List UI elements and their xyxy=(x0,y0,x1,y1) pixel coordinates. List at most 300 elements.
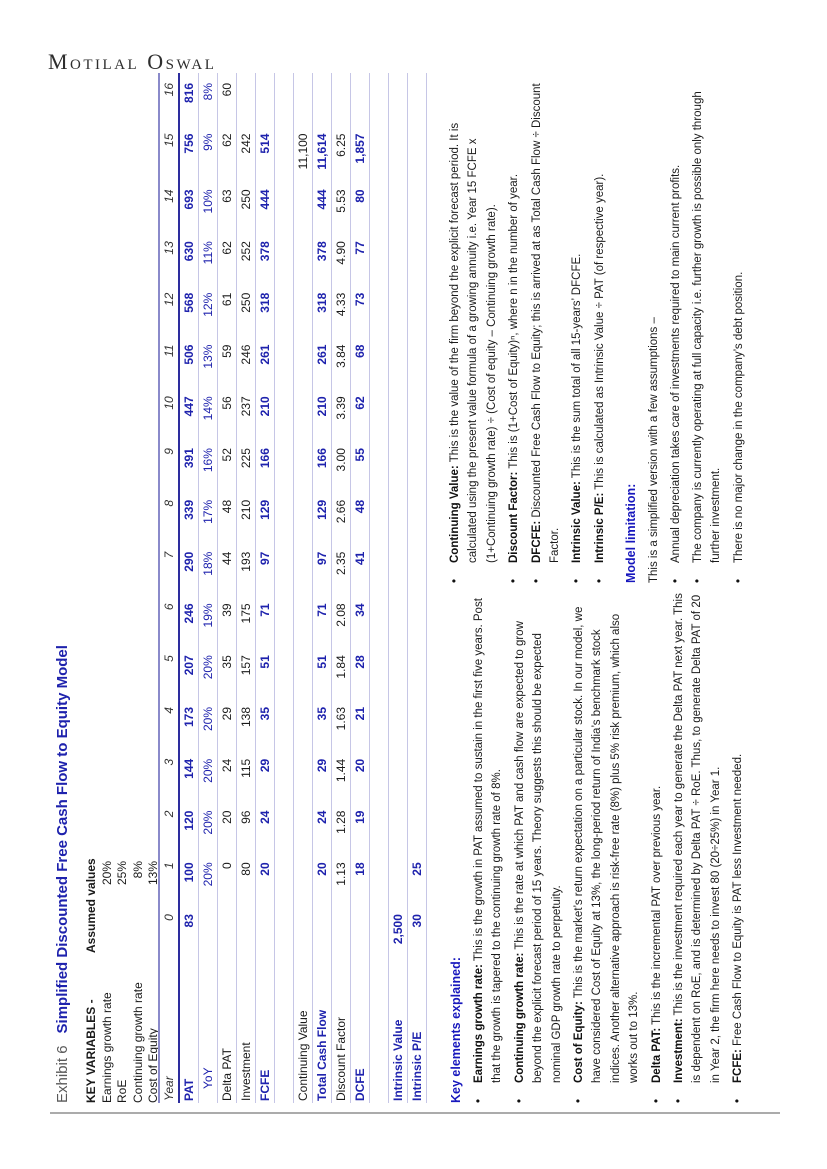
bullet-marker-icon: • xyxy=(669,578,682,583)
cell: 378 xyxy=(258,241,272,262)
table-row xyxy=(389,73,408,1103)
cell: 0 xyxy=(162,914,176,921)
cell: 6.25 xyxy=(334,133,348,157)
cell: 20% xyxy=(201,810,215,835)
cell: 391 xyxy=(182,448,196,469)
cell: 506 xyxy=(182,344,196,365)
row-label: Investment xyxy=(239,1042,253,1101)
cell xyxy=(389,593,408,645)
key-variable-row xyxy=(115,858,131,1103)
cell xyxy=(275,283,294,335)
cell xyxy=(408,335,427,387)
cell xyxy=(275,801,294,853)
cell xyxy=(389,697,408,749)
cell xyxy=(351,73,370,124)
cell xyxy=(199,904,218,958)
bullet-term: Intrinsic P/E: xyxy=(593,492,606,563)
cell xyxy=(389,852,408,904)
cell xyxy=(275,438,294,490)
cell: 210 xyxy=(258,396,272,417)
cell xyxy=(389,749,408,801)
cell: 129 xyxy=(258,499,272,520)
cell: 144 xyxy=(182,758,196,779)
cell xyxy=(294,490,313,542)
cell: 63 xyxy=(220,189,234,203)
cell xyxy=(294,335,313,387)
key-elements-list xyxy=(470,591,747,1103)
bullet-text: The company is currently operating at full capacity i.e. further growth is possible only through further investment. xyxy=(691,91,723,563)
bullet-term: Cost of Equity: xyxy=(572,1001,585,1083)
cell: 62 xyxy=(220,133,234,147)
cell: 48 xyxy=(353,499,367,514)
key-variable-value: 20% xyxy=(99,861,114,886)
cell: 250 xyxy=(239,292,253,313)
bullet-marker-icon: • xyxy=(572,1098,585,1103)
cell: 225 xyxy=(239,448,253,469)
cell: 16% xyxy=(201,448,215,473)
bullet-marker-icon: • xyxy=(473,1098,485,1103)
cell: 59 xyxy=(220,344,234,358)
cell xyxy=(294,438,313,490)
cell: 166 xyxy=(315,448,329,469)
cell xyxy=(332,904,351,958)
cell: 20% xyxy=(201,707,215,732)
cell: 2.66 xyxy=(334,499,348,524)
cell xyxy=(275,645,294,697)
key-variable-row xyxy=(131,858,147,1103)
cell: 15 xyxy=(162,133,176,147)
cell: 20% xyxy=(201,758,215,783)
table-row xyxy=(218,73,237,1103)
row-label: Discount Factor xyxy=(334,1016,348,1101)
cell xyxy=(351,904,370,958)
cell xyxy=(370,438,389,490)
bullet-marker-icon: • xyxy=(449,578,461,583)
key-variable-label: Cost of Equity xyxy=(146,1028,160,1103)
cell: 60 xyxy=(220,83,234,97)
cell: 19% xyxy=(201,603,215,628)
bullet-text: DFCFE: Discounted Free Cash Flow to Equity; this is arrived at as Total Cash Flow ÷ Discount Factor. xyxy=(530,83,561,563)
cell: 7 xyxy=(162,551,176,559)
cell: 261 xyxy=(258,344,272,365)
cell xyxy=(408,231,427,283)
cell xyxy=(256,904,275,958)
cell: 11 xyxy=(162,344,176,357)
cell xyxy=(294,542,313,594)
cell xyxy=(408,593,427,645)
assumed-values-header: Assumed values xyxy=(84,858,98,953)
cell: 20% xyxy=(201,655,215,680)
cell: 630 xyxy=(182,241,196,262)
cell: 1.84 xyxy=(334,655,348,679)
cell: 20 xyxy=(353,758,367,773)
cell: 34 xyxy=(353,603,367,617)
bullet-item xyxy=(570,591,644,1103)
cell: 693 xyxy=(182,189,196,210)
bullet-item xyxy=(528,71,565,583)
table-row xyxy=(408,73,427,1103)
cell: 80 xyxy=(353,189,367,203)
cell: 24 xyxy=(220,758,234,773)
cell: 100 xyxy=(182,862,196,883)
cell xyxy=(408,749,427,801)
bullet-text: Earnings growth rate: This is the growth in PAT assumed to sustain in the first five years. Post that the growth is tapered to the continuing growth rate of 8%. xyxy=(473,598,504,1083)
cell: 77 xyxy=(353,241,367,255)
row-label: Delta PAT xyxy=(220,1048,234,1101)
cell xyxy=(389,335,408,387)
cell: 250 xyxy=(239,189,253,210)
row-label: FCFE xyxy=(258,1069,272,1101)
cell: 12 xyxy=(162,292,176,307)
table-row xyxy=(370,73,389,1103)
bullet-item xyxy=(729,591,747,1103)
dcf-model-table xyxy=(158,73,427,1103)
cell: 17% xyxy=(201,499,215,524)
cell xyxy=(275,697,294,749)
cell xyxy=(408,386,427,438)
cell: 242 xyxy=(239,133,253,154)
cell xyxy=(370,697,389,749)
bullet-text: Cost of Equity: This is the market’s return expectation on a particular stock. In our model, we have considered Cost of Equity at 13%, the long-period return of India’s benchmark stock indices. Another alternative approach is risk-free rate (8%) plus 5% risk premium, which also works out to 13%. xyxy=(572,606,641,1083)
cell: 39 xyxy=(220,603,234,617)
cell: 19 xyxy=(353,810,367,824)
row-label: DCFE xyxy=(353,1068,367,1101)
bullet-text: Discount Factor: This is (1+Cost of Equity)ⁿ, where n in the number of year. xyxy=(508,173,521,563)
cell: 1.13 xyxy=(334,862,348,886)
cell: 55 xyxy=(353,448,367,462)
bullet-item xyxy=(505,71,523,583)
table-row xyxy=(313,73,332,1103)
row-label: Intrinsic P/E xyxy=(410,1031,424,1101)
table-row xyxy=(351,73,370,1103)
cell xyxy=(389,801,408,853)
row-label: PAT xyxy=(182,1078,196,1101)
cell: 175 xyxy=(239,603,253,624)
row-label xyxy=(275,958,294,1103)
cell: 3.84 xyxy=(334,344,348,368)
cell xyxy=(294,749,313,801)
cell: 13% xyxy=(201,344,215,369)
cell xyxy=(294,593,313,645)
cell xyxy=(389,283,408,335)
cell: 756 xyxy=(182,133,196,154)
cell xyxy=(275,852,294,904)
bullet-item xyxy=(689,71,726,583)
cell xyxy=(389,645,408,697)
cell: 29 xyxy=(220,707,234,721)
cell: 3.00 xyxy=(334,448,348,472)
bullet-text: Continuing growth rate: This is the rate at which PAT and cash flow are expected to grow beyond the explicit forecast period of 15 years. Theory suggests this should be expected nominal GDP growth rate to perpetuity. xyxy=(513,621,563,1083)
bullet-item xyxy=(568,71,586,583)
cell xyxy=(370,904,389,958)
cell xyxy=(408,801,427,853)
cell xyxy=(313,73,332,124)
cell: 83 xyxy=(182,914,196,928)
cell: 290 xyxy=(182,551,196,572)
cell xyxy=(370,645,389,697)
cell: 1,857 xyxy=(353,133,367,164)
key-variable-value: 25% xyxy=(115,861,129,886)
cell xyxy=(275,73,294,124)
bullet-marker-icon: • xyxy=(530,578,543,583)
key-variable-value: 13% xyxy=(146,861,160,886)
cell: 61 xyxy=(220,292,234,307)
cell xyxy=(370,749,389,801)
bullet-marker-icon: • xyxy=(691,578,704,583)
bullet-text: Investment: This is the investment required each year to generate the Delta PAT next year. This is dependent on RoE, and is determined by Delta PAT ÷ RoE. Thus, to generate Delta PAT of 20 in Year 2, the firm here needs to invest 80 (20÷25%) in Year 1. xyxy=(672,593,722,1083)
cell: 6 xyxy=(162,603,176,611)
cell: 71 xyxy=(258,603,272,617)
cell xyxy=(389,73,408,124)
cell xyxy=(370,386,389,438)
cell: 2 xyxy=(162,810,176,818)
cell xyxy=(408,490,427,542)
table-row xyxy=(179,73,199,1103)
cell: 20 xyxy=(220,810,234,824)
cell xyxy=(218,904,237,958)
cell: 11,100 xyxy=(296,133,310,170)
cell: 210 xyxy=(239,499,253,520)
cell: 237 xyxy=(239,396,253,417)
cell: 246 xyxy=(239,344,253,365)
bullet-marker-icon: • xyxy=(513,1098,526,1103)
cell: 444 xyxy=(315,189,329,210)
key-variable-label: RoE xyxy=(115,1079,129,1103)
cell xyxy=(275,124,294,180)
bullet-item xyxy=(470,591,507,1103)
cell: 115 xyxy=(239,758,253,778)
cell xyxy=(408,283,427,335)
cell: 1 xyxy=(162,862,176,870)
definitions-column xyxy=(446,71,752,583)
cell xyxy=(389,386,408,438)
cell: 62 xyxy=(353,396,367,410)
cell: 21 xyxy=(353,707,367,721)
cell: 97 xyxy=(315,551,329,566)
cell: 318 xyxy=(258,292,272,313)
bullet-term: Continuing Value: xyxy=(449,465,461,563)
cell: 444 xyxy=(258,189,272,210)
cell xyxy=(237,904,256,958)
bullet-term: Investment: xyxy=(672,1018,685,1083)
cell xyxy=(294,801,313,853)
cell xyxy=(294,697,313,749)
cell: 9% xyxy=(201,133,215,151)
key-variable-label: Earnings growth rate xyxy=(99,992,114,1103)
cell: 96 xyxy=(239,810,253,824)
cell: 14% xyxy=(201,396,215,421)
bullet-term: DFCFE: xyxy=(530,520,543,563)
cell: 447 xyxy=(182,396,196,417)
row-label: Intrinsic Value xyxy=(391,1019,405,1101)
exhibit-title xyxy=(54,645,71,1103)
bullet-marker-icon: • xyxy=(593,578,606,583)
cell xyxy=(389,231,408,283)
cell: 568 xyxy=(182,292,196,313)
cell: 4 xyxy=(162,707,176,714)
bullet-text: Intrinsic P/E: This is calculated as Intrinsic Value ÷ PAT (of respective year). xyxy=(593,173,606,563)
cell xyxy=(332,73,351,124)
cell: 11% xyxy=(201,241,215,265)
cell: 35 xyxy=(315,707,329,721)
model-limitation-list xyxy=(667,71,749,583)
table-row xyxy=(256,73,275,1103)
cell: 514 xyxy=(258,133,272,154)
cell xyxy=(370,542,389,594)
row-label: Total Cash Flow xyxy=(315,1009,329,1101)
row-label: Continuing Value xyxy=(296,1010,310,1101)
cell xyxy=(275,749,294,801)
cell: 52 xyxy=(220,448,234,462)
cell: 12% xyxy=(201,292,215,317)
cell: 44 xyxy=(220,551,234,566)
cell: 73 xyxy=(353,292,367,307)
key-variables-header-row xyxy=(84,858,100,1103)
cell: 1.44 xyxy=(334,758,348,783)
cell: 51 xyxy=(258,655,272,669)
cell: 80 xyxy=(239,862,253,876)
bullet-text: Annual depreciation takes care of investments required to main current profits. xyxy=(669,164,682,563)
cell xyxy=(408,645,427,697)
cell xyxy=(275,386,294,438)
cell xyxy=(294,73,313,124)
cell: 10% xyxy=(201,189,215,214)
cell xyxy=(408,124,427,180)
cell: 25 xyxy=(410,862,424,876)
key-elements-heading: Key elements explained: xyxy=(449,957,463,1103)
cell xyxy=(389,179,408,231)
cell: 51 xyxy=(315,655,329,669)
bullet-text: FCFE: Free Cash Flow to Equity is PAT less Investment needed. xyxy=(732,753,745,1083)
key-variable-row xyxy=(100,858,116,1103)
cell xyxy=(408,73,427,124)
bullet-item xyxy=(648,591,666,1103)
cell: 20 xyxy=(315,862,329,876)
cell: 207 xyxy=(182,655,196,676)
definitions-list xyxy=(446,71,609,583)
bullet-term: Earnings growth rate: xyxy=(473,964,485,1083)
cell xyxy=(408,179,427,231)
cell: 3 xyxy=(162,758,176,766)
bullet-item xyxy=(591,71,609,583)
cell: 68 xyxy=(353,344,367,358)
cell xyxy=(408,438,427,490)
cell xyxy=(370,801,389,853)
cell: 10 xyxy=(162,396,176,410)
key-variables-block xyxy=(84,858,162,1103)
cell: 8% xyxy=(201,83,215,101)
cell xyxy=(370,490,389,542)
bullet-item xyxy=(730,71,748,583)
cell xyxy=(389,490,408,542)
cell: 29 xyxy=(315,758,329,773)
cell xyxy=(370,593,389,645)
footer-divider xyxy=(50,1112,780,1114)
rotated-exhibit-content xyxy=(54,73,810,1105)
cell: 13 xyxy=(162,241,176,255)
bullet-marker-icon: • xyxy=(672,1098,685,1103)
cell: 35 xyxy=(258,707,272,721)
model-limitation-intro: This is a simplified version with a few assumptions – xyxy=(648,317,661,583)
cell: 2,500 xyxy=(391,914,405,945)
cell xyxy=(370,231,389,283)
cell: 29 xyxy=(258,758,272,773)
cell: 41 xyxy=(353,551,367,566)
cell xyxy=(408,697,427,749)
bullet-term: Continuing growth rate: xyxy=(513,952,526,1083)
cell: 28 xyxy=(353,655,367,669)
cell xyxy=(408,542,427,594)
bullet-term: FCFE: xyxy=(732,1049,745,1083)
cell: 129 xyxy=(315,499,329,520)
exhibit-number: Exhibit 6 xyxy=(54,1045,71,1103)
cell: 20% xyxy=(201,862,215,887)
cell xyxy=(294,283,313,335)
table-row xyxy=(199,73,218,1103)
bullet-item xyxy=(667,71,685,583)
bullet-term: Intrinsic Value: xyxy=(571,481,584,563)
cell xyxy=(313,904,332,958)
bullet-marker-icon: • xyxy=(732,578,745,583)
cell: 378 xyxy=(315,241,329,262)
bullet-text: There is no major change in the company’s debt position. xyxy=(732,271,745,563)
cell: 24 xyxy=(258,810,272,824)
bullet-item xyxy=(670,591,725,1103)
row-label: Year xyxy=(162,1076,176,1101)
cell xyxy=(370,852,389,904)
cell: 252 xyxy=(239,241,253,262)
cell: 30 xyxy=(410,914,424,928)
cell: 339 xyxy=(182,499,196,520)
cell xyxy=(256,73,275,124)
cell xyxy=(275,335,294,387)
cell: 5 xyxy=(162,655,176,662)
bullet-term: Discount Factor: xyxy=(508,471,521,563)
cell: 8 xyxy=(162,499,176,507)
cell xyxy=(294,231,313,283)
bullet-marker-icon: • xyxy=(508,578,521,583)
cell xyxy=(389,438,408,490)
cell: 4.33 xyxy=(334,292,348,317)
cell: 97 xyxy=(258,551,272,566)
cell: 166 xyxy=(258,448,272,469)
cell: 2.35 xyxy=(334,551,348,576)
cell: 138 xyxy=(239,707,253,728)
cell xyxy=(275,490,294,542)
cell: 71 xyxy=(315,603,329,617)
key-variables-rows xyxy=(100,858,162,1103)
cell xyxy=(237,73,256,124)
table-row xyxy=(332,73,351,1103)
key-variable-value: 8% xyxy=(130,861,145,879)
row-label: YoY xyxy=(201,1067,215,1089)
bullet-marker-icon: • xyxy=(571,578,584,583)
table-row xyxy=(237,73,256,1103)
cell xyxy=(275,542,294,594)
cell xyxy=(275,179,294,231)
cell xyxy=(370,124,389,180)
year-header-row xyxy=(159,73,179,1103)
cell xyxy=(294,179,313,231)
cell: 193 xyxy=(239,551,253,572)
cell: 261 xyxy=(315,344,329,365)
cell: 120 xyxy=(182,810,196,831)
cell xyxy=(275,231,294,283)
cell: 20 xyxy=(258,862,272,876)
cell: 2.08 xyxy=(334,603,348,627)
cell: 14 xyxy=(162,189,176,203)
key-variables-heading: KEY VARIABLES - xyxy=(84,999,98,1103)
